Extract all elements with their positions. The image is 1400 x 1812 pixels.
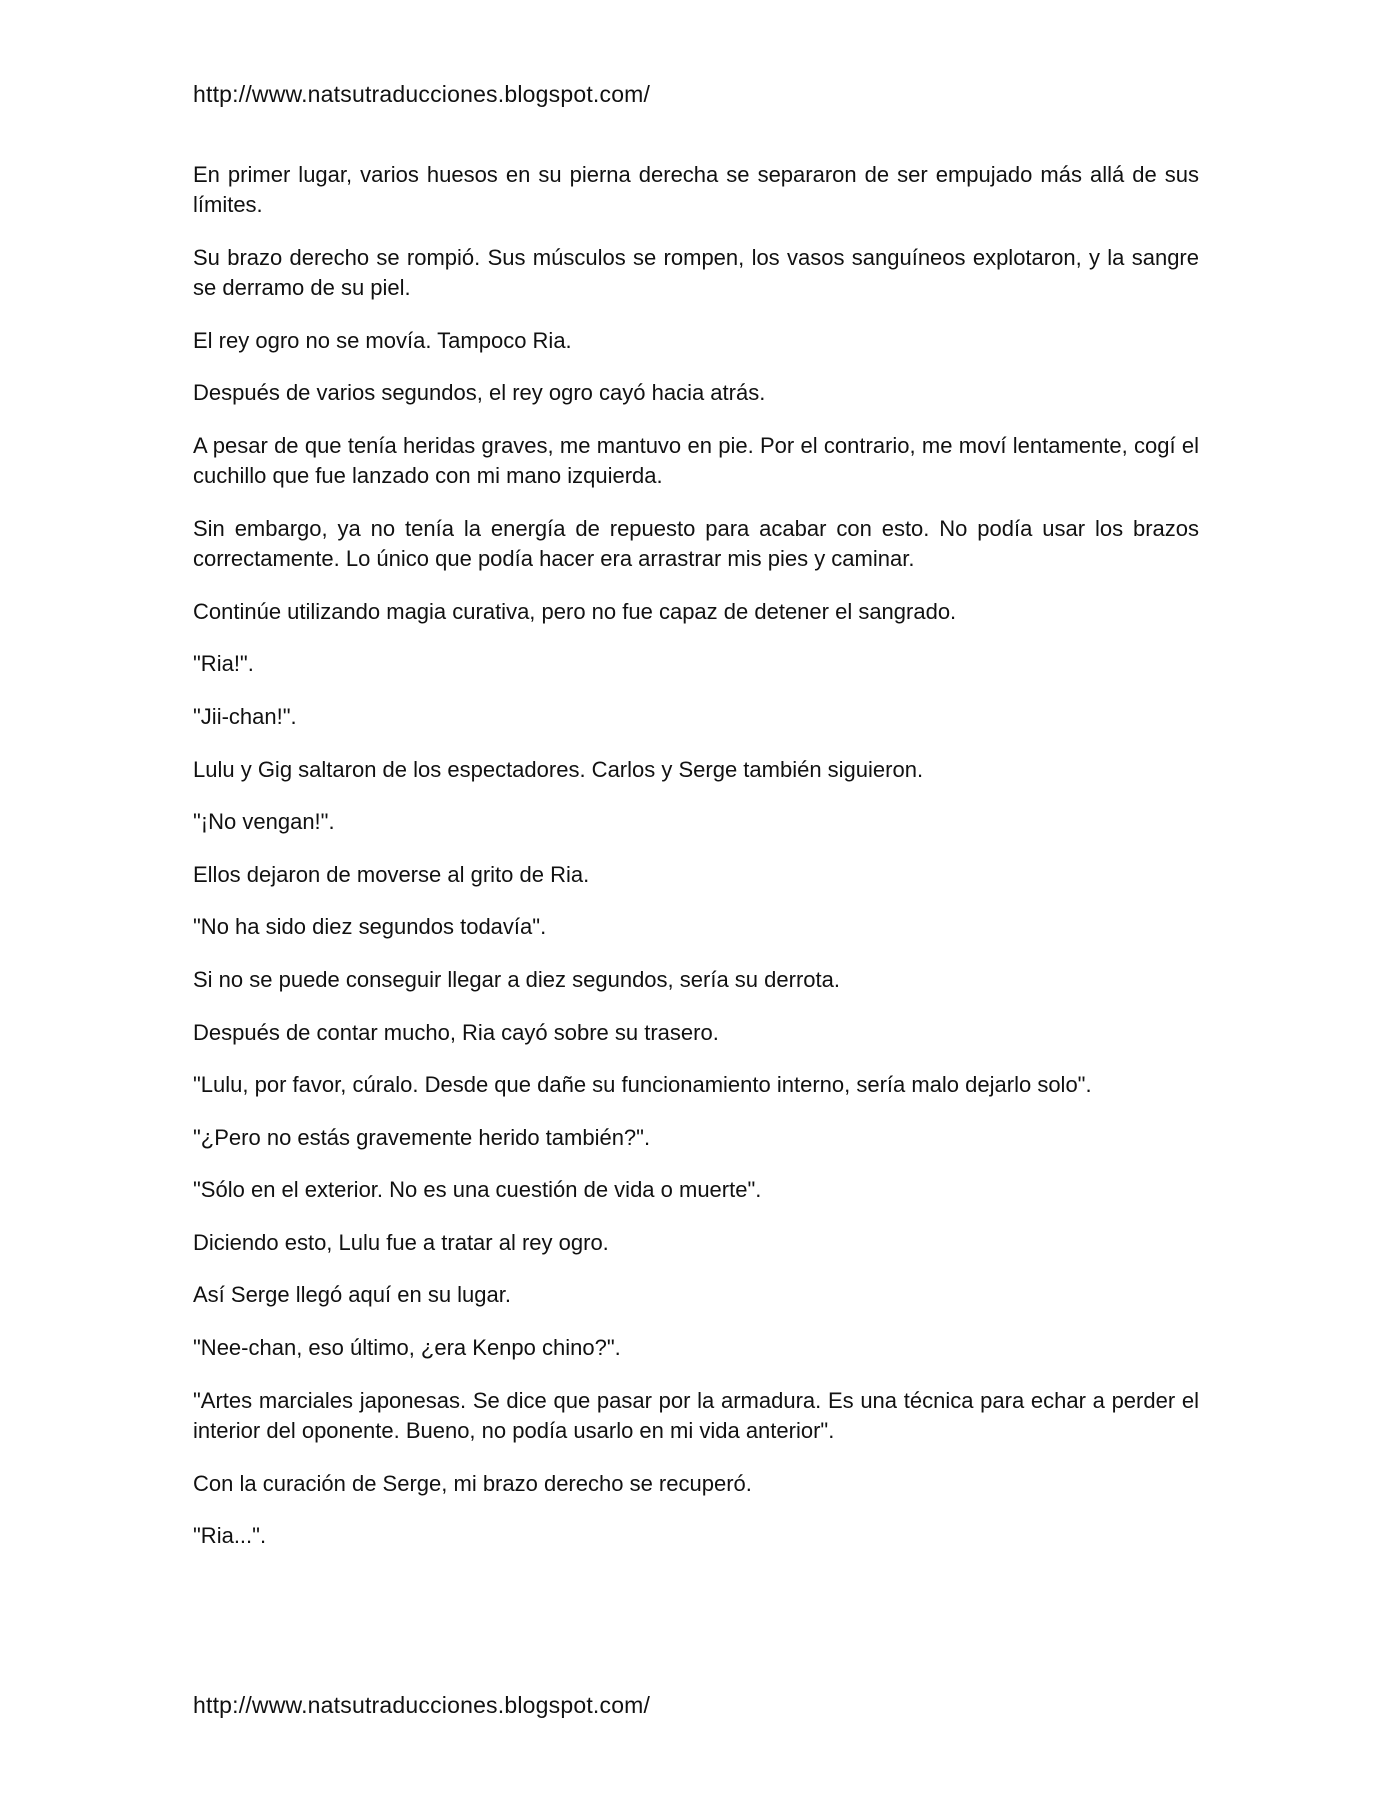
paragraph: "Sólo en el exterior. No es una cuestión de vida o muerte".: [193, 1177, 762, 1203]
paragraph: Así Serge llegó aquí en su lugar.: [193, 1282, 511, 1308]
paragraph: Con la curación de Serge, mi brazo derecho se recuperó.: [193, 1470, 752, 1496]
paragraph: A pesar de que tenía heridas graves, me mantuvo en pie. Por el contrario, me moví lentamente, cogí el cuchillo que fue lanzado con mi mano izquierda.: [193, 432, 1199, 489]
paragraph: Su brazo derecho se rompió. Sus músculos se rompen, los vasos sanguíneos explotaron, y la sangre se derramo de su piel.: [193, 244, 1199, 301]
paragraph: Ellos dejaron de moverse al grito de Ria.: [193, 861, 590, 887]
paragraph: En primer lugar, varios huesos en su pierna derecha se separaron de ser empujado más allá de sus límites.: [193, 162, 1199, 218]
paragraph: "Jii-chan!".: [193, 703, 297, 729]
paragraph: El rey ogro no se movía. Tampoco Ria.: [193, 327, 572, 353]
paragraph: "Nee-chan, eso último, ¿era Kenpo chino?".: [193, 1335, 621, 1361]
paragraph: Después de varios segundos, el rey ogro cayó hacia atrás.: [193, 380, 766, 406]
paragraph: Diciendo esto, Lulu fue a tratar al rey ogro.: [193, 1229, 609, 1255]
paragraph: Lulu y Gig saltaron de los espectadores. Carlos y Serge también siguieron.: [193, 756, 924, 782]
paragraph: "No ha sido diez segundos todavía".: [193, 914, 547, 940]
paragraph: "Artes marciales japonesas. Se dice que pasar por la armadura. Es una técnica para echar a perder el interior del oponente. Bueno, no podía usarlo en mi vida anterior".: [193, 1387, 1199, 1443]
paragraph: "¿Pero no estás gravemente herido también?".: [193, 1124, 651, 1150]
paragraph: "¡No vengan!".: [193, 809, 335, 835]
paragraph: Después de contar mucho, Ria cayó sobre su trasero.: [193, 1019, 719, 1045]
paragraph: Sin embargo, ya no tenía la energía de repuesto para acabar con esto. No podía usar los brazos correctamente. Lo único que podía hacer era arrastrar mis pies y caminar.: [193, 515, 1199, 572]
paragraph: Continúe utilizando magia curativa, pero no fue capaz de detener el sangrado.: [193, 598, 957, 624]
paragraph: Si no se puede conseguir llegar a diez segundos, sería su derrota.: [193, 966, 840, 992]
paragraph: "Ria!".: [193, 651, 254, 677]
paragraph: "Lulu, por favor, cúralo. Desde que dañe su funcionamiento interno, sería malo dejarlo solo".: [193, 1072, 1092, 1098]
body-text: [193, 160, 1199, 1574]
footer-url: http://www.natsutraducciones.blogspot.com/: [193, 1692, 651, 1718]
paragraph: "Ria...".: [193, 1523, 267, 1549]
header-url: http://www.natsutraducciones.blogspot.com/: [193, 81, 651, 107]
